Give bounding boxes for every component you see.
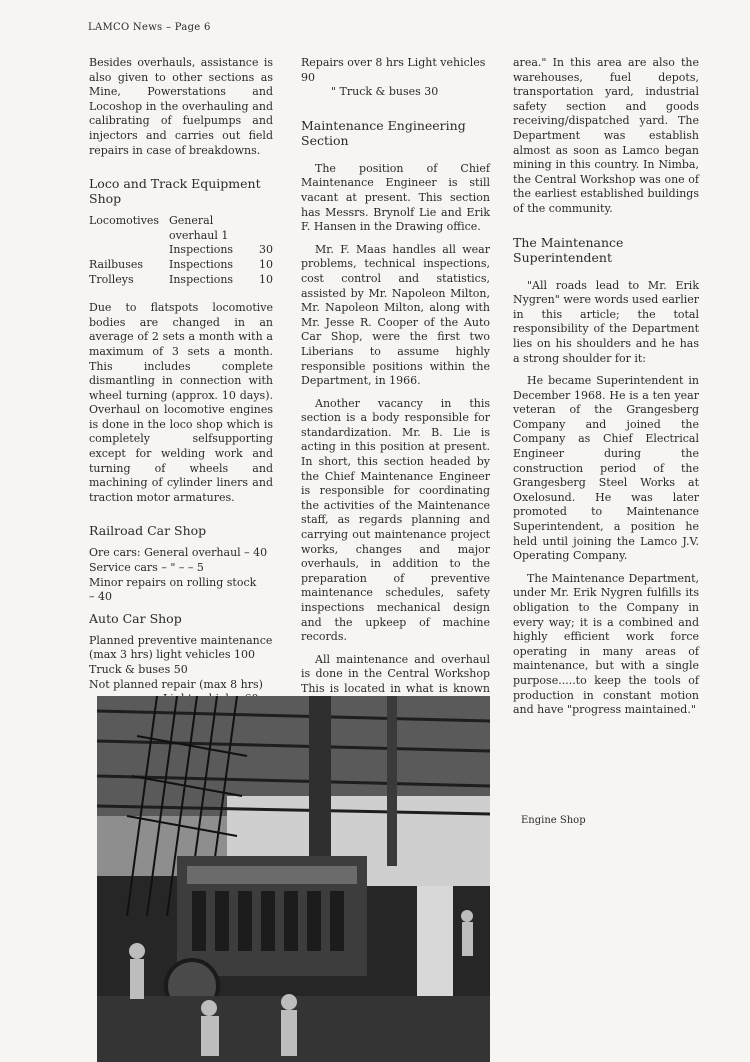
column-3 [513,56,699,726]
engine-shop-illustration [97,696,490,1062]
repairs-list [301,56,490,100]
railroad-heading: Railroad Car Shop [89,523,207,539]
table-row: Trolleys Inspections 10 [89,272,273,286]
paragraph: All maintenance and overhaul is done in the Central Workshop This is located in what is known [301,652,490,695]
paragraph: "All roads lead to Mr. Erik Nygren" were words used earlier in this article; the total responsibility of the Department lies on his shoulders and he has a strong shoulder for it: [513,278,699,365]
loco-table [89,214,273,287]
list-item: Ore cars: General overhaul – 40 [89,546,268,560]
list-item: Repairs over 8 hrs Light vehicles 90 [301,56,486,84]
photo-caption: Engine Shop [521,815,586,826]
list-item: Minor repairs on rolling stock [89,575,257,589]
table-row: Locomotives General overhaul 1 [89,214,229,242]
railroad-list [89,546,273,604]
loco-paragraph: Due to flatspots locomotive bodies are changed in an average of 2 sets a month with a maximum of 3 sets a month. This includes complete dismantling in connection with wheel turning (approx. 10 days). Overhaul on locomotive engines is done in the loco shop which is completely selfsupporting except for welding work and turning of wheels and machining of cylinder liners and traction motor armatures. [89,301,273,504]
list-item: (max 3 hrs) light vehicles 100 [89,648,255,662]
intro-paragraph: Besides overhauls, assistance is also given to other sections as Mine, Powerstations and Locoshop in the overhauling and calibrating of fuelpumps and injectors and carries out field repairs in case of breakdowns. [89,56,273,157]
paragraph: Mr. F. Maas handles all wear problems, technical inspections, cost control and statistics, assisted by Mr. Napoleon Milton, Mr. Napoleon Milton, along with Mr. Jesse R. Cooper of the Auto Car Shop, were the first two Liberians to assume highly responsible positions within the Department, in 1966. [301,242,490,388]
column-2 [301,56,490,719]
page-header: LAMCO News – Page 6 [88,22,211,33]
auto-heading: Auto Car Shop [89,610,182,626]
list-item: Truck & buses 50 [89,663,188,676]
loco-heading: Loco and Track Equipment Shop [89,176,261,207]
maint-eng-heading: Maintenance Engineering Section [301,117,466,148]
table-row: Railbuses Inspections 10 [89,257,273,271]
column-1 [89,56,273,721]
list-item: " Truck & buses 30 [331,85,439,99]
list-item: Planned preventive maintenance [89,633,273,647]
paragraph: Another vacancy in this section is a body responsible for standardization. Mr. B. Lie is acting in this position at present. In short, this section headed by the Chief Maintenance Engineer is responsible for coordinating the activities of the Maintenance staff, as regards planning and carrying out maintenance project works, changes and major overhauls, in addition to the preparation of preventive maintenance schedules, safety inspections mechanical design and the upkeep of machine records. [301,396,490,644]
paragraph: area." In this area are also the warehouses, fuel depots, transportation yard, industrial safety section and goods receiving/dispatched yard. The Department was establish almost as soon as Lamco began mining in this country. In Nimba, the Central Workshop was one of the earliest established buildings of the community. [513,56,699,215]
list-item: Not planned repair (max 8 hrs) [89,677,263,691]
list-item: – 40 [89,590,112,604]
engine-shop-photo [97,696,490,1062]
paragraph: The position of Chief Maintenance Engineer is still vacant at present. This section has Messrs. Brynolf Lie and Erik F. Hansen in the Drawing office. [301,161,490,234]
paragraph: He became Superintendent in December 1968. He is a ten year veteran of the Grangesberg Company and joined the Company as Chief Electrical Engineer during the construction period of the Grangesberg Steel Works at Oxelosund. He was later promoted to Maintenance Superintendent, a position he held until joining the Lamco J.V. Operating Company. [513,374,699,563]
paragraph: The Maintenance Department, under Mr. Erik Nygren fulfills its obligation to the Company in every way; it is a combined and highly efficient work force operating in many areas of maintenance, but with a single purpose.....to keep the tools of production in constant motion and have "progress maintained." [513,571,699,717]
list-item: Service cars – " – – 5 [89,561,204,575]
table-row: Inspections 30 [169,243,273,257]
superintendent-heading: The Maintenance Superintendent [513,234,624,265]
